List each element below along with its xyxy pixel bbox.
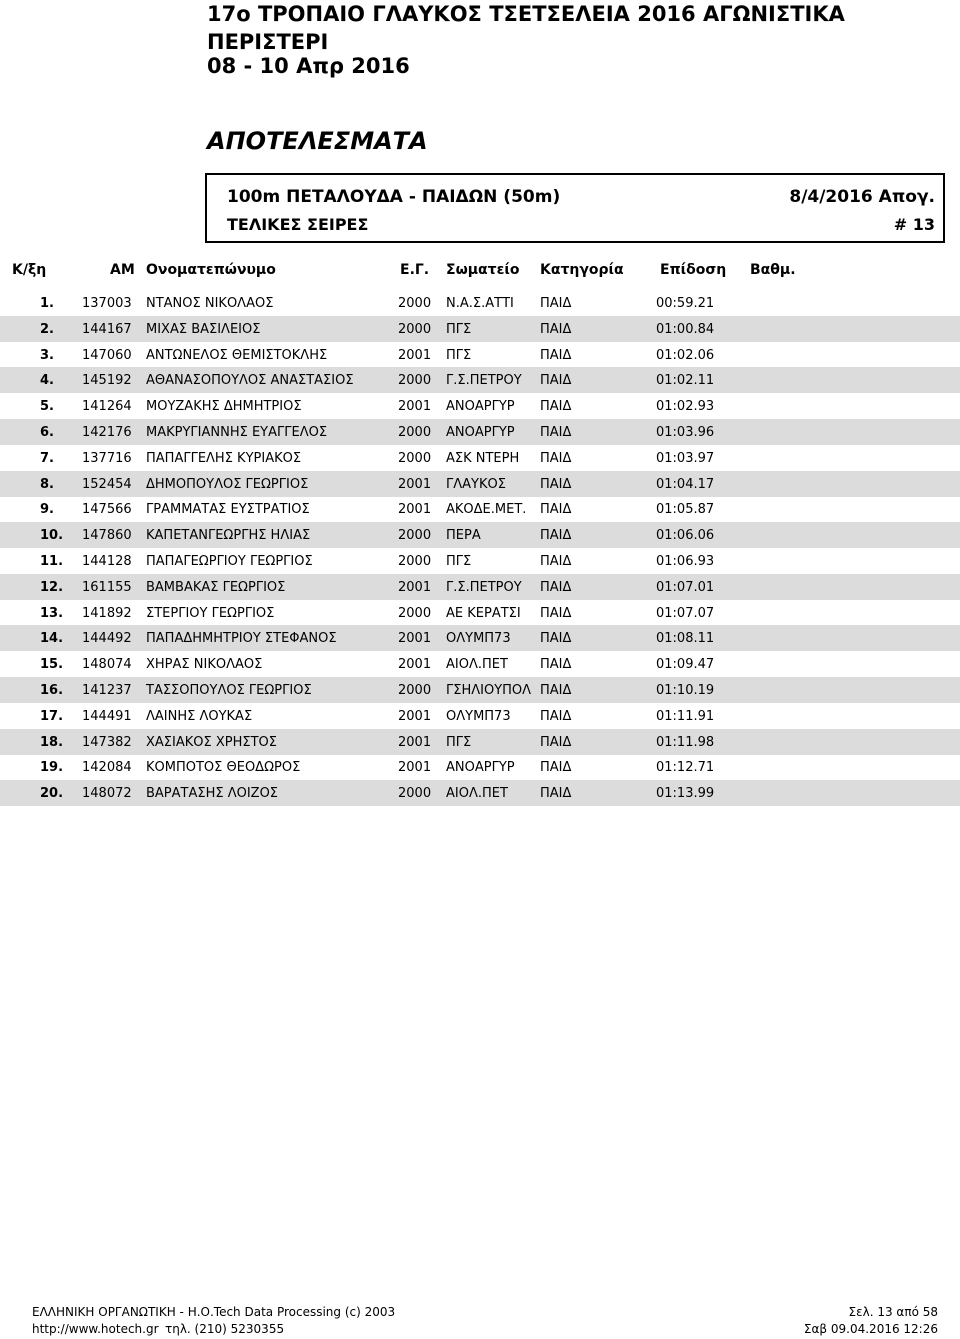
rank-cell: 10. (40, 528, 64, 544)
table-row (0, 367, 960, 393)
time-cell: 01:02.93 (656, 399, 715, 415)
time-cell: 01:11.98 (656, 734, 715, 750)
category-cell: ΠΑΙΔ (540, 373, 572, 389)
category-cell: ΠΑΙΔ (540, 631, 572, 647)
time-cell: 01:13.99 (656, 786, 715, 802)
category-cell: ΠΑΙΔ (540, 321, 572, 337)
birth-year: 2000 (398, 605, 432, 621)
am-cell: 144492 (82, 631, 132, 647)
am-cell: 147382 (82, 734, 132, 750)
athlete-name: ΠΑΠΑΓΓΕΛΗΣ ΚΥΡΙΑΚΟΣ (146, 450, 302, 466)
table-row (0, 471, 960, 497)
time-cell: 01:09.47 (656, 657, 715, 673)
rank-cell: 15. (40, 657, 64, 673)
table-row (0, 600, 960, 626)
category-cell: ΠΑΙΔ (540, 476, 572, 492)
rank-cell: 20. (40, 786, 64, 802)
category-cell: ΠΑΙΔ (540, 734, 572, 750)
category-cell: ΠΑΙΔ (540, 786, 572, 802)
club-cell: ΟΛΥΜΠ73 (446, 708, 511, 724)
table-row (0, 754, 960, 780)
table-row (0, 780, 960, 806)
time-cell: 01:02.06 (656, 347, 715, 363)
athlete-name: ΤΑΣΣΟΠΟΥΛΟΣ ΓΕΩΡΓΙΟΣ (146, 683, 312, 698)
athlete-name: ΚΟΜΠΟΤΟΣ ΘΕΟΔΩΡΟΣ (146, 760, 301, 776)
time-cell: 01:00.84 (656, 321, 715, 337)
column-header-am: ΑΜ (110, 262, 135, 278)
time-cell: 01:07.01 (656, 579, 715, 595)
table-row (0, 522, 960, 548)
rank-cell: 8. (40, 476, 54, 492)
club-cell: ΠΓΣ (446, 347, 472, 363)
club-cell: ΠΓΣ (446, 734, 472, 750)
athlete-name: ΒΑΡΑΤΑΣΗΣ ΛΟΙΖΟΣ (146, 786, 279, 802)
time-cell: 01:06.06 (656, 528, 715, 544)
rank-cell: 5. (40, 399, 54, 415)
rank-cell: 14. (40, 631, 64, 647)
table-row (0, 677, 960, 703)
footer-phone: τηλ. (210) 5230355 (165, 1322, 285, 1336)
birth-year: 2000 (398, 554, 432, 569)
club-cell: ΠΓΣ (446, 321, 472, 337)
am-cell: 144167 (82, 321, 132, 337)
competition-dates: 08 - 10 Απρ 2016 (207, 54, 410, 78)
column-header-rank: Κ/ξη (12, 262, 47, 278)
competition-title: 17ο ΤΡΟΠΑΙΟ ΓΛΑΥΚΟΣ ΤΣΕΤΣΕΛΕΙΑ 2016 ΑΓΩΝΙΣΤΙΚΑ (207, 2, 845, 26)
club-cell: ΑΝΟΑΡΓΥΡ (446, 760, 515, 776)
column-header-club: Σωματείο (446, 262, 520, 278)
table-row (0, 729, 960, 755)
am-cell: 147566 (82, 502, 132, 518)
table-row (0, 703, 960, 729)
table-row (0, 445, 960, 471)
athlete-name: ΠΑΠΑΓΕΩΡΓΙΟΥ ΓΕΩΡΓΙΟΣ (146, 554, 313, 569)
club-cell: ΑΚΟΔΕ.ΜΕΤ. (446, 502, 527, 518)
venue: ΠΕΡΙΣΤΕΡΙ (207, 30, 329, 54)
athlete-name: ΑΘΑΝΑΣΟΠΟΥΛΟΣ ΑΝΑΣΤΑΣΙΟΣ (146, 373, 354, 389)
club-cell: ΓΛΑΥΚΟΣ (446, 476, 506, 492)
table-row (0, 316, 960, 342)
birth-year: 2001 (398, 631, 432, 647)
club-cell: ΓΣΗΛΙΟΥΠΟΛ (446, 683, 532, 698)
rank-cell: 3. (40, 347, 54, 363)
birth-year: 2000 (398, 425, 432, 440)
am-cell: 144491 (82, 708, 132, 724)
footer-website: http://www.hotech.gr (32, 1322, 159, 1336)
time-cell: 01:05.87 (656, 502, 715, 518)
club-cell: ΟΛΥΜΠ73 (446, 631, 511, 647)
rank-cell: 9. (40, 502, 54, 518)
rank-cell: 2. (40, 321, 54, 337)
table-row (0, 290, 960, 316)
am-cell: 147860 (82, 528, 132, 544)
rank-cell: 18. (40, 734, 64, 750)
rank-cell: 11. (40, 554, 64, 569)
time-cell: 01:02.11 (656, 373, 715, 389)
event-date: 8/4/2016 Απογ. (789, 187, 935, 207)
am-cell: 141264 (82, 399, 132, 415)
birth-year: 2001 (398, 734, 432, 750)
footer-company: ΕΛΛΗΝΙΚΗ ΟΡΓΑΝΩΤΙΚΗ - Η.Ο.Tech Data Processing (c) 2003 (32, 1305, 396, 1319)
heat-number: # 13 (893, 215, 935, 234)
category-cell: ΠΑΙΔ (540, 399, 572, 415)
time-cell: 01:07.07 (656, 605, 715, 621)
am-cell: 137003 (82, 296, 132, 311)
athlete-name: ΜΙΧΑΣ ΒΑΣΙΛΕΙΟΣ (146, 321, 261, 337)
event-name: 100m ΠΕΤΑΛΟΥΔΑ - ΠΑΙΔΩΝ (50m) (227, 187, 561, 207)
athlete-name: ΝΤΑΝΟΣ ΝΙΚΟΛΑΟΣ (146, 296, 274, 311)
birth-year: 2000 (398, 683, 432, 698)
am-cell: 142176 (82, 425, 132, 440)
birth-year: 2000 (398, 528, 432, 544)
birth-year: 2001 (398, 579, 432, 595)
club-cell: ΑΙΟΛ.ΠΕΤ (446, 786, 508, 802)
event-box (205, 173, 945, 243)
am-cell: 137716 (82, 450, 132, 466)
club-cell: ΑΙΟΛ.ΠΕΤ (446, 657, 508, 673)
results-heading: ΑΠΟΤΕΛΕΣΜΑΤΑ (207, 127, 428, 155)
am-cell: 148074 (82, 657, 132, 673)
athlete-name: ΜΟΥΖΑΚΗΣ ΔΗΜΗΤΡΙΟΣ (146, 399, 302, 415)
club-cell: ΑΝΟΑΡΓΥΡ (446, 425, 515, 440)
time-cell: 01:04.17 (656, 476, 715, 492)
time-cell: 01:06.93 (656, 554, 715, 569)
time-cell: 00:59.21 (656, 296, 715, 311)
table-row (0, 625, 960, 651)
time-cell: 01:03.96 (656, 425, 715, 440)
category-cell: ΠΑΙΔ (540, 528, 572, 544)
column-header-time: Επίδοση (660, 262, 727, 278)
am-cell: 141892 (82, 605, 132, 621)
club-cell: Γ.Σ.ΠΕΤΡΟΥ (446, 373, 522, 389)
club-cell: ΠΓΣ (446, 554, 472, 569)
table-row (0, 574, 960, 600)
category-cell: ΠΑΙΔ (540, 657, 572, 673)
rank-cell: 17. (40, 708, 64, 724)
rank-cell: 13. (40, 605, 64, 621)
time-cell: 01:10.19 (656, 683, 715, 698)
birth-year: 2001 (398, 708, 432, 724)
rank-cell: 1. (40, 296, 54, 311)
am-cell: 161155 (82, 579, 132, 595)
club-cell: ΠΕΡΑ (446, 528, 481, 544)
am-cell: 152454 (82, 476, 132, 492)
birth-year: 2001 (398, 760, 432, 776)
am-cell: 141237 (82, 683, 132, 698)
birth-year: 2000 (398, 321, 432, 337)
am-cell: 142084 (82, 760, 132, 776)
rank-cell: 7. (40, 450, 54, 466)
heat-label: ΤΕΛΙΚΕΣ ΣΕΙΡΕΣ (227, 215, 369, 234)
time-cell: 01:11.91 (656, 708, 715, 724)
athlete-name: ΜΑΚΡΥΓΙΑΝΝΗΣ ΕΥΑΓΓΕΛΟΣ (146, 425, 328, 440)
table-row (0, 548, 960, 574)
rank-cell: 16. (40, 683, 64, 698)
am-cell: 148072 (82, 786, 132, 802)
athlete-name: ΓΡΑΜΜΑΤΑΣ ΕΥΣΤΡΑΤΙΟΣ (146, 502, 310, 518)
birth-year: 2001 (398, 399, 432, 415)
table-row (0, 496, 960, 522)
birth-year: 2000 (398, 373, 432, 389)
table-row (0, 651, 960, 677)
birth-year: 2000 (398, 296, 432, 311)
category-cell: ΠΑΙΔ (540, 605, 572, 621)
category-cell: ΠΑΙΔ (540, 425, 572, 440)
table-row (0, 342, 960, 368)
footer-page: Σελ. 13 από 58 (848, 1305, 938, 1319)
athlete-name: ΛΑΙΝΗΣ ΛΟΥΚΑΣ (146, 708, 253, 724)
table-row (0, 419, 960, 445)
athlete-name: ΒΑΜΒΑΚΑΣ ΓΕΩΡΓΙΟΣ (146, 579, 286, 595)
birth-year: 2001 (398, 347, 432, 363)
table-row (0, 393, 960, 419)
am-cell: 145192 (82, 373, 132, 389)
birth-year: 2001 (398, 657, 432, 673)
athlete-name: ΧΑΣΙΑΚΟΣ ΧΡΗΣΤΟΣ (146, 734, 277, 750)
category-cell: ΠΑΙΔ (540, 579, 572, 595)
column-header-points: Βαθμ. (750, 262, 796, 278)
category-cell: ΠΑΙΔ (540, 760, 572, 776)
time-cell: 01:12.71 (656, 760, 715, 776)
category-cell: ΠΑΙΔ (540, 554, 572, 569)
category-cell: ΠΑΙΔ (540, 450, 572, 466)
time-cell: 01:08.11 (656, 631, 715, 647)
club-cell: ΑΣΚ ΝΤΕΡΗ (446, 450, 520, 466)
am-cell: 147060 (82, 347, 132, 363)
rank-cell: 19. (40, 760, 64, 776)
column-header-name: Ονοματεπώνυμο (146, 262, 276, 278)
rank-cell: 4. (40, 373, 54, 389)
column-header-category: Κατηγορία (540, 262, 624, 278)
athlete-name: ΔΗΜΟΠΟΥΛΟΣ ΓΕΩΡΓΙΟΣ (146, 476, 309, 492)
category-cell: ΠΑΙΔ (540, 708, 572, 724)
category-cell: ΠΑΙΔ (540, 683, 572, 698)
athlete-name: ΧΗΡΑΣ ΝΙΚΟΛΑΟΣ (146, 657, 263, 673)
athlete-name: ΣΤΕΡΓΙΟΥ ΓΕΩΡΓΙΟΣ (146, 605, 275, 621)
birth-year: 2000 (398, 786, 432, 802)
am-cell: 144128 (82, 554, 132, 569)
rank-cell: 12. (40, 579, 64, 595)
athlete-name: ΚΑΠΕΤΑΝΓΕΩΡΓΗΣ ΗΛΙΑΣ (146, 528, 311, 544)
club-cell: ΑΕ ΚΕΡΑΤΣΙ (446, 605, 521, 621)
category-cell: ΠΑΙΔ (540, 296, 572, 311)
category-cell: ΠΑΙΔ (540, 502, 572, 518)
club-cell: Ν.Α.Σ.ΑΤΤΙ (446, 296, 514, 311)
birth-year: 2001 (398, 476, 432, 492)
athlete-name: ΑΝΤΩΝΕΛΟΣ ΘΕΜΙΣΤΟΚΛΗΣ (146, 347, 328, 363)
club-cell: Γ.Σ.ΠΕΤΡΟΥ (446, 579, 522, 595)
category-cell: ΠΑΙΔ (540, 347, 572, 363)
rank-cell: 6. (40, 425, 54, 440)
footer-timestamp: Σαβ 09.04.2016 12:26 (803, 1322, 938, 1336)
club-cell: ΑΝΟΑΡΓΥΡ (446, 399, 515, 415)
time-cell: 01:03.97 (656, 450, 715, 466)
column-header-year: Ε.Γ. (400, 262, 430, 278)
athlete-name: ΠΑΠΑΔΗΜΗΤΡΙΟΥ ΣΤΕΦΑΝΟΣ (146, 631, 337, 647)
birth-year: 2000 (398, 450, 432, 466)
birth-year: 2001 (398, 502, 432, 518)
